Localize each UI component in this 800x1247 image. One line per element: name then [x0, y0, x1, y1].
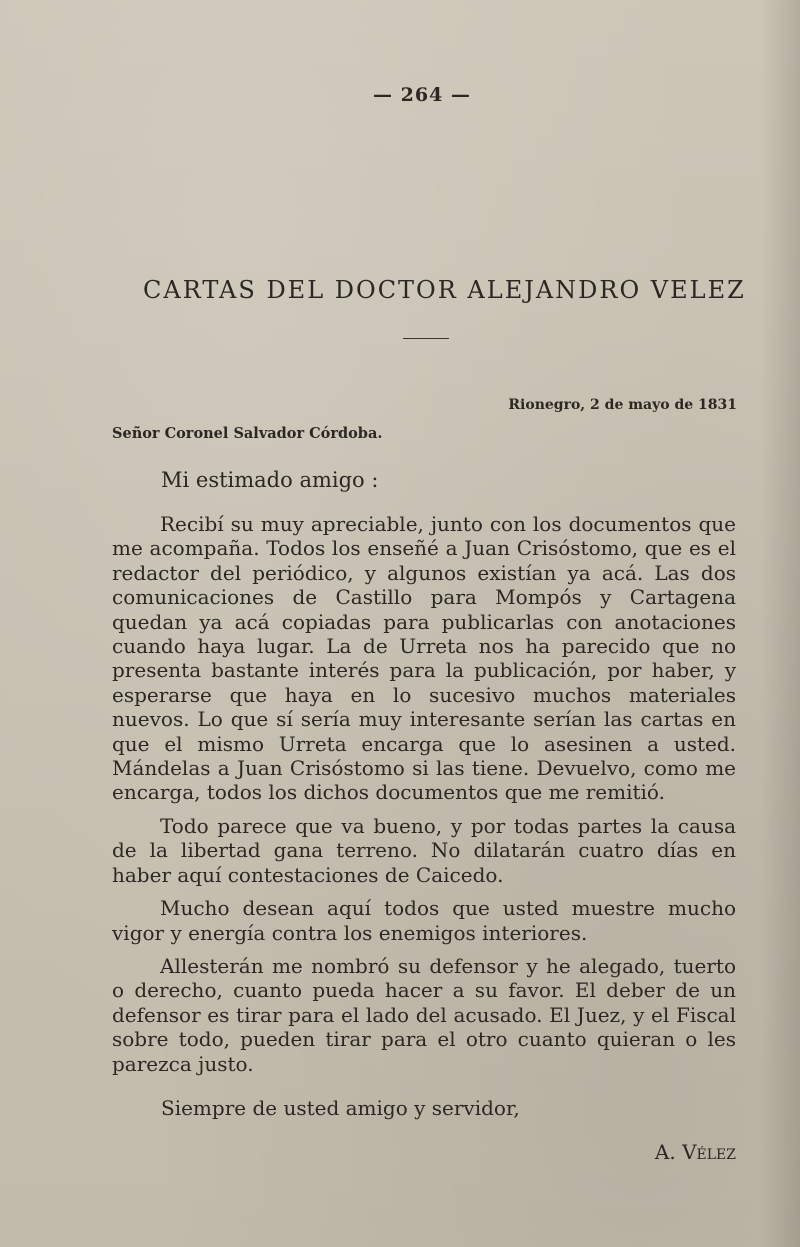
place-and-date: Rionegro, 2 de mayo de 1831: [508, 397, 737, 413]
paragraph-1: Recibí su muy apreciable, junto con los documentos que me acompaña. Todos los enseñé a Juan Crisóstomo, que es el redactor del periódico, y algunos existían ya acá. Las dos comunicaciones de Castillo para Mompós y Cartagena quedan ya acá copiadas para publicarlas con anotaciones cuando haya lugar. La de Urreta nos ha parecido que no presenta bastante interés para la publicación, por haber, y esperarse que haya en lo sucesivo muchos materiales nuevos. Lo que sí sería muy interesante serían las cartas en que el mismo Urreta encarga que lo asesinen a usted. Mándelas a Juan Crisóstomo si las tiene. Devuelvo, como me encarga, todos los dichos documentos que me remitió.: [112, 512, 736, 805]
paragraph-4: Allesterán me nombró su defensor y he alegado, tuerto o derecho, cuanto pueda hacer a su favor. El deber de un defensor es tirar para el lado del acusado. El Juez, y el Fiscal sobre todo, pueden tirar para el otro cuanto quieran o les parezca justo.: [112, 953, 736, 1076]
page-number: — 264 —: [373, 84, 471, 106]
paragraph-3: Mucho desean aquí todos que usted muestre mucho vigor y energía contra los enemigos interiores.: [112, 896, 736, 945]
letter-body: [112, 512, 736, 1085]
title-divider: [403, 338, 449, 339]
page-edge-shadow: [760, 0, 800, 1247]
letter-closing: Siempre de usted amigo y servidor,: [161, 1096, 520, 1120]
paragraph-2: Todo parece que va bueno, y por todas partes la causa de la libertad gana terreno. No dilatarán cuatro días en haber aquí contestaciones de Caicedo.: [112, 813, 736, 887]
signature-name: A. Vélez: [654, 1140, 736, 1164]
letter-salutation: Mi estimado amigo :: [161, 468, 379, 492]
letter-recipient: Señor Coronel Salvador Córdoba.: [112, 425, 383, 442]
letter-signature: [600, 1140, 736, 1164]
letter-collection-title: CARTAS DEL DOCTOR ALEJANDRO VELEZ: [143, 276, 746, 304]
